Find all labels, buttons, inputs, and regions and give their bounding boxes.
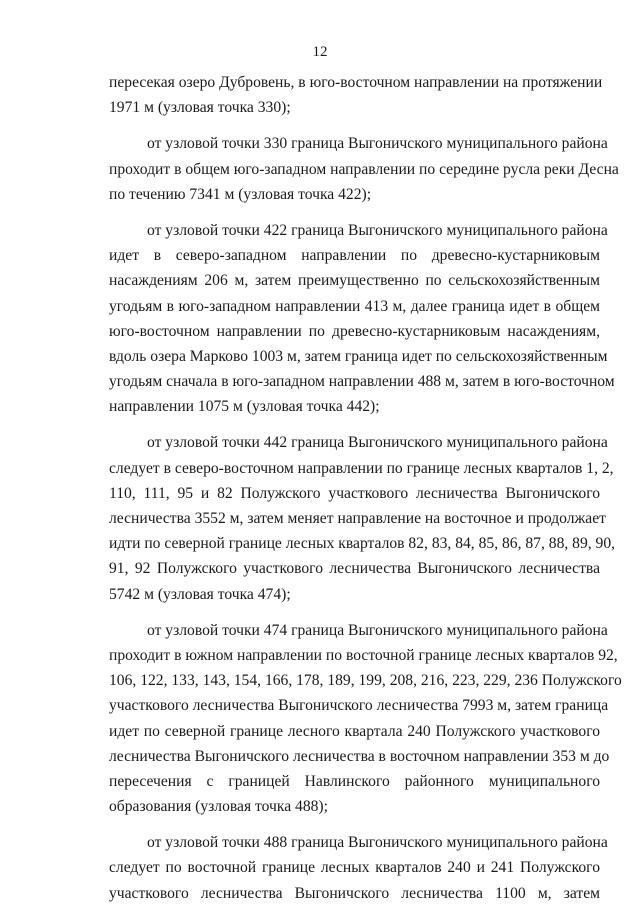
text-line: идти по северной границе лесных кварталов 82, 83, 84, 85, 86, 87, 88, 89, 90, <box>109 535 616 553</box>
text-line: направлении 1075 м (узловая точка 442); <box>109 398 380 416</box>
text-line: проходит в общем юго-западном направлении по середине русла реки Десна <box>109 160 619 178</box>
text-line: пересекая озеро Дубровень, в юго-восточном направлении на протяжении <box>109 74 603 91</box>
text-line: угодьям в юго-западном направлении 413 м, далее граница идет в общем <box>109 297 600 315</box>
text-line: от узловой точки 488 граница Выгоничского муниципального района <box>147 834 608 852</box>
text-line: вдоль озера Марково 1003 м, затем граница идет по сельскохозяйственным <box>109 347 608 365</box>
document-body <box>109 70 622 906</box>
text-line: лесничества Выгоничского лесничества в восточном направлении 353 м до <box>109 747 610 765</box>
text-line: юго-восточном направлении по древесно-кустарниковым насаждениям, <box>109 322 600 340</box>
text-line: 110, 111, 95 и 82 Полужского участкового лесничества Выгоничского <box>109 484 600 502</box>
text-line: участкового лесничества Выгоничского лесничества 1100 м, затем <box>109 884 600 902</box>
text-line: 106, 122, 133, 143, 154, 166, 178, 189, 199, 208, 216, 223, 229, 236 Полужского <box>109 672 622 690</box>
paragraph <box>109 131 619 207</box>
text-line: 1971 м (узловая точка 330); <box>109 99 291 117</box>
text-line: следует в северо-восточном направлении по границе лесных кварталов 1, 2, <box>109 459 614 477</box>
text-line: насаждениям 206 м, затем преимущественно по сельскохозяйственным <box>109 272 600 290</box>
paragraph <box>109 618 622 820</box>
text-line: по течению 7341 м (узловая точка 422); <box>109 185 372 203</box>
paragraph <box>109 218 615 420</box>
page-number: 12 <box>312 44 328 60</box>
text-line: следует по восточной границе лесных кварталов 240 и 241 Полужского <box>109 859 600 877</box>
paragraph <box>109 430 616 606</box>
paragraph <box>109 830 608 906</box>
text-line: идет в северо-западном направлении по древесно-кустарниковым <box>109 247 600 265</box>
text-line: от узловой точки 330 граница Выгоничского муниципального района <box>147 135 608 153</box>
text-line: лесничества 3552 м, затем меняет направление на восточное и продолжает <box>109 510 606 527</box>
text-line: проходит в южном направлении по восточной границе лесных кварталов 92, <box>109 646 618 664</box>
text-line: от узловой точки 442 граница Выгоничского муниципального района <box>147 434 608 452</box>
text-line: от узловой точки 422 граница Выгоничского муниципального района <box>147 221 608 239</box>
text-line: образования (узловая точка 488); <box>109 798 328 816</box>
text-line: угодьям сначала в юго-западном направлении 488 м, затем в юго-восточном <box>109 373 615 391</box>
text-line: участкового лесничества Выгоничского лесничества 7993 м, затем граница <box>109 697 609 715</box>
text-line: 91, 92 Полужского участкового лесничества Выгоничского лесничества <box>109 560 600 578</box>
text-line: идет по северной границе лесного квартала 240 Полужского участкового <box>109 722 600 740</box>
text-line: пересечения с границей Навлинского районного муниципального <box>109 772 600 790</box>
paragraph <box>109 70 603 120</box>
text-line: 5742 м (узловая точка 474); <box>109 585 291 603</box>
text-line: от узловой точки 474 граница Выгоничского муниципального района <box>147 621 608 639</box>
